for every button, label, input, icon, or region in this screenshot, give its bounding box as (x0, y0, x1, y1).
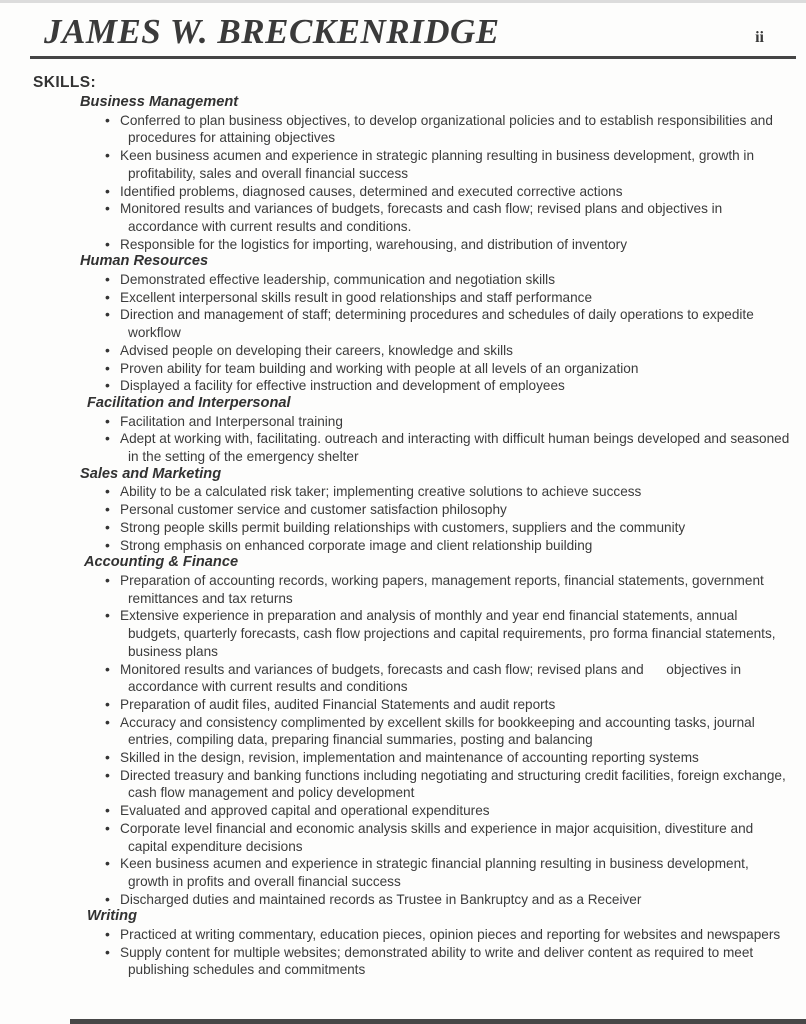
section-heading: Business Management (80, 94, 239, 110)
section-human-resources (80, 253, 790, 395)
section-business-management (80, 94, 790, 253)
bullet-item: • Facilitation and Interpersonal training (105, 413, 790, 431)
section-sales-marketing (80, 466, 790, 555)
bullet-item: • Excellent interpersonal skills result in good relationships and staff performance (105, 289, 790, 307)
bullet-item: • Evaluated and approved capital and operational expenditures (105, 802, 790, 820)
bullet-item: • Monitored results and variances of budgets, forecasts and cash flow; revised plans and objectives in accordance with current results and conditions. (105, 200, 790, 235)
page-header (30, 14, 796, 59)
bullet-item: • Strong emphasis on enhanced corporate image and client relationship building (105, 537, 790, 555)
section-writing (80, 908, 790, 979)
bullet-item: • Direction and management of staff; determining procedures and schedules of daily operations to expedite workflow (105, 306, 790, 341)
bullet-item: • Practiced at writing commentary, education pieces, opinion pieces and reporting for websites and newspapers (105, 926, 790, 944)
bullet-list (80, 271, 790, 395)
bullet-item: • Strong people skills permit building relationships with customers, suppliers and the community (105, 519, 790, 537)
bullet-item: • Identified problems, diagnosed causes, determined and executed corrective actions (105, 183, 790, 201)
bullet-item: • Adept at working with, facilitating. outreach and interacting with difficult human beings developed and seasoned in the setting of the emergency shelter (105, 430, 790, 465)
bullet-list (80, 112, 790, 254)
section-heading: Facilitation and Interpersonal (87, 394, 291, 411)
section-facilitation-interpersonal (80, 395, 790, 466)
bullet-item: • Directed treasury and banking functions including negotiating and structuring credit facilities, foreign exchange, cash flow management and policy development (105, 767, 790, 802)
bullet-item: • Supply content for multiple websites; demonstrated ability to write and deliver content as required to meet publishing schedules and commitments (105, 944, 790, 979)
bullet-item: • Keen business acumen and experience in strategic financial planning resulting in business development, growth in profits and overall financial success (105, 855, 790, 890)
skills-section-title: SKILLS: (33, 74, 97, 91)
bullet-item: • Keen business acumen and experience in strategic planning resulting in business development, growth in profitability, sales and overall financial success (105, 147, 790, 182)
bullet-item: • Preparation of accounting records, working papers, management reports, financial statements, government remittances and tax returns (105, 572, 790, 607)
bullet-list (80, 572, 790, 908)
bullet-item: • Skilled in the design, revision, implementation and maintenance of accounting reporting systems (105, 749, 790, 767)
page-number: ii (755, 28, 764, 46)
section-heading: Writing (87, 908, 137, 925)
person-name: JAMES W. BRECKENRIDGE (44, 12, 500, 51)
bullet-item: • Displayed a facility for effective instruction and development of employees (105, 377, 790, 395)
section-heading: Human Resources (80, 253, 209, 270)
bullet-item: • Preparation of audit files, audited Financial Statements and audit reports (105, 696, 790, 714)
bullet-item: • Accuracy and consistency complimented by excellent skills for bookkeeping and accounting tasks, journal entries, compiling data, preparing financial summaries, posting and balancing (105, 714, 790, 749)
section-accounting-finance (80, 554, 790, 908)
skills-content (33, 74, 790, 979)
skills-sections (80, 94, 790, 979)
bullet-item: • Demonstrated effective leadership, communication and negotiation skills (105, 271, 790, 289)
bullet-item: • Responsible for the logistics for importing, warehousing, and distribution of inventory (105, 236, 790, 254)
section-heading: Sales and Marketing (80, 465, 222, 482)
bullet-list (80, 926, 790, 979)
scan-artifact-bottom (70, 1019, 806, 1024)
bullet-item: • Personal customer service and customer satisfaction philosophy (105, 501, 790, 519)
bullet-item: • Corporate level financial and economic analysis skills and experience in major acquisition, divestiture and capital expenditure decisions (105, 820, 790, 855)
bullet-item: • Monitored results and variances of budgets, forecasts and cash flow; revised plans and objectives in accordance with current results and conditions (105, 661, 790, 696)
scan-artifact-top (0, 0, 806, 3)
section-heading: Accounting & Finance (84, 554, 239, 571)
bullet-item: • Conferred to plan business objectives, to develop organizational policies and to establish responsibilities and procedures for attaining objectives (105, 112, 790, 147)
bullet-item: • Extensive experience in preparation and analysis of monthly and year end financial statements, annual budgets, quarterly forecasts, cash flow projections and capital requirements, pro forma financial statements, business plans (105, 607, 790, 660)
bullet-list (80, 483, 790, 554)
bullet-item: • Ability to be a calculated risk taker; implementing creative solutions to achieve success (105, 483, 790, 501)
bullet-item: • Discharged duties and maintained records as Trustee in Bankruptcy and as a Receiver (105, 891, 790, 909)
bullet-item: • Advised people on developing their careers, knowledge and skills (105, 342, 790, 360)
bullet-list (80, 413, 790, 466)
bullet-item: • Proven ability for team building and working with people at all levels of an organization (105, 360, 790, 378)
